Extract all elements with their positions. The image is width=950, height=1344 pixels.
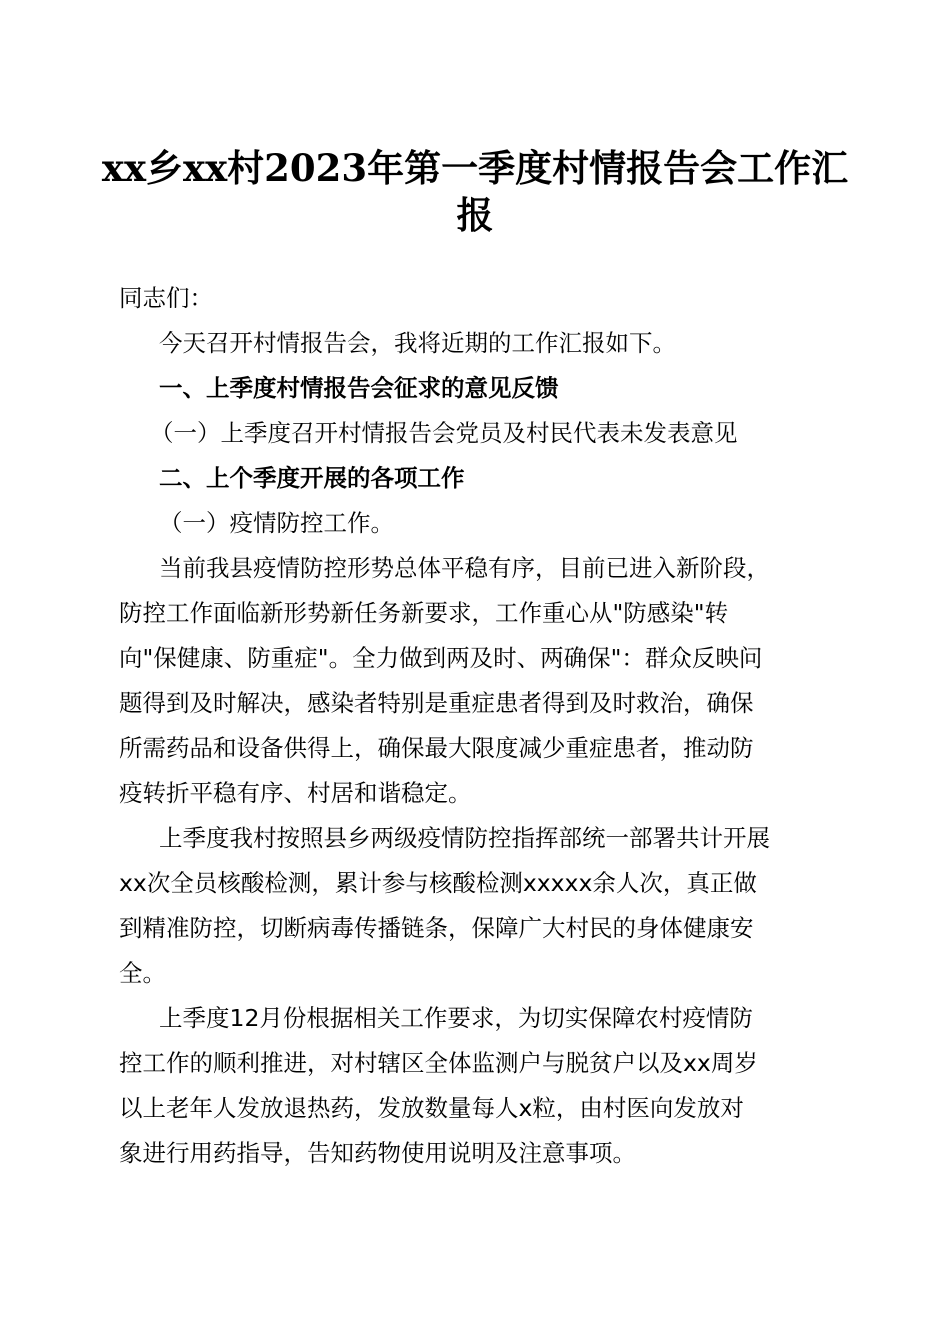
paragraph-line: 上季度12月份根据相关工作要求，为切实保障农村疫情防	[159, 1004, 753, 1032]
paragraph-line: 疫转折平稳有序、村居和谐稳定。	[119, 779, 472, 807]
paragraph-line: 控工作的顺利推进，对村辖区全体监测户与脱贫户以及xx周岁	[119, 1049, 758, 1077]
paragraph-line: 以上老年人发放退热药，发放数量每人x粒，由村医向发放对	[119, 1094, 744, 1122]
paragraph-line: 向"保健康、防重症"。全力做到两及时、两确保"：群众反映问	[119, 644, 763, 672]
paragraph-line: xx次全员核酸检测，累计参与核酸检测xxxxx余人次，真正做	[119, 869, 757, 897]
paragraph-line: 全。	[119, 959, 166, 987]
salutation: 同志们：	[119, 284, 213, 312]
section-heading-1: 一、上季度村情报告会征求的意见反馈	[159, 374, 559, 402]
intro-paragraph: 今天召开村情报告会，我将近期的工作汇报如下。	[159, 329, 676, 357]
paragraph-line: 象进行用药指导，告知药物使用说明及注意事项。	[119, 1139, 636, 1167]
document-title-line2: 报	[456, 193, 494, 237]
document-title-line1: xx乡xx村2023年第一季度村情报告会工作汇	[101, 146, 849, 190]
paragraph-line: 防控工作面临新形势新任务新要求，工作重心从"防感染"转	[119, 599, 729, 627]
paragraph-line: 上季度我村按照县乡两级疫情防控指挥部统一部署共计开展	[159, 824, 770, 852]
paragraph-line: 当前我县疫情防控形势总体平稳有序，目前已进入新阶段，	[159, 554, 770, 582]
subsection-heading-1-1: （一）上季度召开村情报告会党员及村民代表未发表意见	[150, 419, 738, 447]
paragraph-line: 题得到及时解决，感染者特别是重症患者得到及时救治，确保	[119, 689, 754, 717]
paragraph-line: 到精准防控，切断病毒传播链条，保障广大村民的身体健康安	[119, 914, 754, 942]
section-heading-2: 二、上个季度开展的各项工作	[159, 464, 465, 492]
paragraph-line: 所需药品和设备供得上，确保最大限度减少重症患者，推动防	[119, 734, 754, 762]
subsection-heading-2-1: （一）疫情防控工作。	[159, 509, 394, 537]
